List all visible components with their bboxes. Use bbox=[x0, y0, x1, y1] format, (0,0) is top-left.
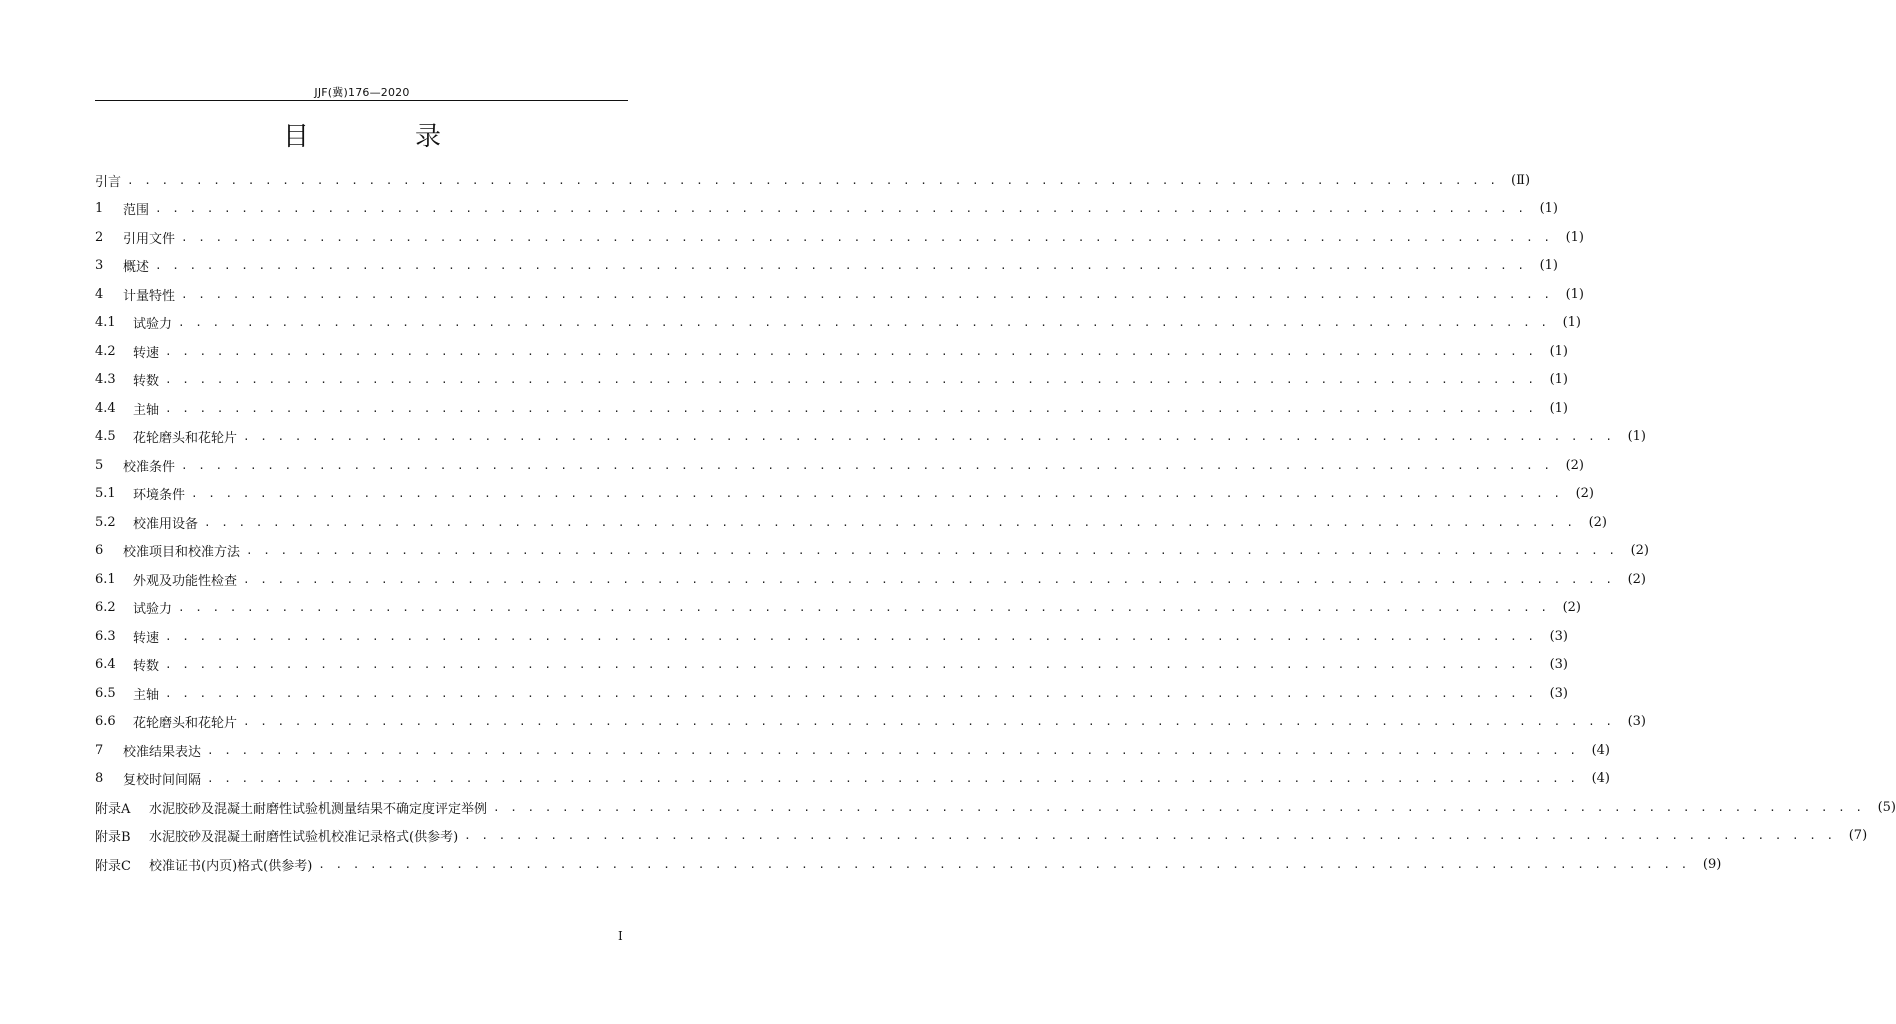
toc-entry-page: (4) bbox=[1591, 742, 1611, 758]
toc-leader-dots: . . . . . . . . . . . . . . . . . . . . . . . . . . . . . . . . . . . . . . . . . . . . . . . . . . . . . . . . . . . . . . . . . . . . . . . . . . . . . . . . bbox=[181, 287, 1553, 301]
toc-entry-number: 5.2 bbox=[95, 514, 116, 530]
toc-entry[interactable] bbox=[95, 480, 1595, 509]
toc-leader-dots: . . . . . . . . . . . . . . . . . . . . . . . . . . . . . . . . . . . . . . . . . . . . . . . . . . . . . . . . . . . . . . . . . . . . . . . . . . . . . . . . bbox=[155, 259, 1527, 273]
toc-entry-number: 6.4 bbox=[95, 657, 116, 673]
toc-entry-number: 3 bbox=[95, 258, 104, 274]
toc-entry-title: 计量特性 bbox=[123, 288, 176, 304]
toc-entry-number: 7 bbox=[95, 742, 104, 758]
toc-entry-title: 概述 bbox=[123, 260, 150, 276]
toc-entry-title: 转数 bbox=[133, 374, 160, 390]
page-number: I bbox=[618, 929, 623, 943]
toc-entry-page: (5) bbox=[1877, 799, 1896, 815]
toc-entry[interactable] bbox=[95, 537, 1650, 566]
toc-list bbox=[95, 166, 1896, 879]
toc-entry-page: (2) bbox=[1588, 514, 1608, 530]
toc-entry[interactable] bbox=[95, 508, 1608, 537]
toc-entry-title: 试验力 bbox=[133, 602, 173, 618]
toc-entry-title: 引言 bbox=[95, 174, 122, 190]
toc-entry-number: 1 bbox=[95, 201, 104, 217]
toc-entry[interactable] bbox=[95, 252, 1559, 281]
toc-entry-title: 校准项目和校准方法 bbox=[123, 545, 241, 561]
toc-entry-title: 校准结果表达 bbox=[123, 744, 202, 760]
toc-entry-title: 花轮磨头和花轮片 bbox=[133, 431, 238, 447]
toc-entry-number: 附录A bbox=[95, 801, 131, 817]
toc-entry-number: 6.2 bbox=[95, 600, 116, 616]
toc-entry-title: 试验力 bbox=[133, 317, 173, 333]
toc-entry-page: (1) bbox=[1539, 258, 1559, 274]
toc-leader-dots: . . . . . . . . . . . . . . . . . . . . . . . . . . . . . . . . . . . . . . . . . . . . . . . . . . . . . . . . . . . . . . . . . . . . . . . . . . . . . . . . bbox=[464, 829, 1836, 843]
toc-title: 目 录 bbox=[282, 122, 481, 152]
toc-entry-number: 6 bbox=[95, 543, 104, 559]
toc-leader-dots: . . . . . . . . . . . . . . . . . . . . . . . . . . . . . . . . . . . . . . . . . . . . . . . . . . . . . . . . . . . . . . . . . . . . . . . . . . . . . . . . bbox=[127, 173, 1499, 187]
toc-entry[interactable] bbox=[95, 366, 1569, 395]
toc-entry[interactable] bbox=[95, 337, 1569, 366]
toc-entry-number: 6.3 bbox=[95, 628, 116, 644]
toc-entry[interactable] bbox=[95, 594, 1582, 623]
toc-entry-title: 花轮磨头和花轮片 bbox=[133, 716, 238, 732]
toc-entry-page: (2) bbox=[1565, 457, 1585, 473]
toc-entry-title: 转数 bbox=[133, 659, 160, 675]
toc-entry-title: 主轴 bbox=[133, 687, 160, 703]
toc-entry-number: 6.5 bbox=[95, 685, 116, 701]
toc-leader-dots: . . . . . . . . . . . . . . . . . . . . . . . . . . . . . . . . . . . . . . . . . . . . . . . . . . . . . . . . . . . . . . . . . . . . . . . . . . . . . . . . bbox=[243, 715, 1615, 729]
toc-entry[interactable] bbox=[95, 451, 1585, 480]
toc-entry-number: 4.1 bbox=[95, 315, 116, 331]
toc-entry-title: 校准用设备 bbox=[133, 516, 199, 532]
toc-entry-title: 校准证书(内页)格式(供参考) bbox=[149, 858, 313, 874]
toc-leader-dots: . . . . . . . . . . . . . . . . . . . . . . . . . . . . . . . . . . . . . . . . . . . . . . . . . . . . . . . . . . . . . . . . . . . . . . . . . . . . . . . . bbox=[178, 601, 1550, 615]
toc-entry-page: (1) bbox=[1562, 315, 1582, 331]
toc-entry-title: 转速 bbox=[133, 345, 160, 361]
toc-entry-page: (1) bbox=[1549, 400, 1569, 416]
toc-entry[interactable] bbox=[95, 850, 1722, 879]
toc-entry[interactable] bbox=[95, 166, 1531, 195]
toc-entry-number: 6.1 bbox=[95, 571, 116, 587]
toc-leader-dots: . . . . . . . . . . . . . . . . . . . . . . . . . . . . . . . . . . . . . . . . . . . . . . . . . . . . . . . . . . . . . . . . . . . . . . . . . . . . . . . . bbox=[178, 316, 1550, 330]
toc-leader-dots: . . . . . . . . . . . . . . . . . . . . . . . . . . . . . . . . . . . . . . . . . . . . . . . . . . . . . . . . . . . . . . . . . . . . . . . . . . . . . . . . bbox=[318, 857, 1690, 871]
toc-entry[interactable] bbox=[95, 223, 1585, 252]
toc-entry-page: (3) bbox=[1549, 628, 1569, 644]
toc-leader-dots: . . . . . . . . . . . . . . . . . . . . . . . . . . . . . . . . . . . . . . . . . . . . . . . . . . . . . . . . . . . . . . . . . . . . . . . . . . . . . . . . bbox=[181, 458, 1553, 472]
toc-leader-dots: . . . . . . . . . . . . . . . . . . . . . . . . . . . . . . . . . . . . . . . . . . . . . . . . . . . . . . . . . . . . . . . . . . . . . . . . . . . . . . . . bbox=[207, 743, 1579, 757]
toc-entry-title: 范围 bbox=[123, 203, 150, 219]
toc-entry[interactable] bbox=[95, 565, 1647, 594]
toc-entry-page: (3) bbox=[1549, 685, 1569, 701]
toc-leader-dots: . . . . . . . . . . . . . . . . . . . . . . . . . . . . . . . . . . . . . . . . . . . . . . . . . . . . . . . . . . . . . . . . . . . . . . . . . . . . . . . . bbox=[207, 772, 1579, 786]
toc-entry-number: 附录B bbox=[95, 830, 131, 846]
toc-entry-number: 4.2 bbox=[95, 343, 116, 359]
toc-entry-number: 8 bbox=[95, 771, 104, 787]
toc-leader-dots: . . . . . . . . . . . . . . . . . . . . . . . . . . . . . . . . . . . . . . . . . . . . . . . . . . . . . . . . . . . . . . . . . . . . . . . . . . . . . . . . bbox=[165, 344, 1537, 358]
toc-entry[interactable] bbox=[95, 765, 1611, 794]
toc-entry-title: 引用文件 bbox=[123, 231, 176, 247]
toc-leader-dots: . . . . . . . . . . . . . . . . . . . . . . . . . . . . . . . . . . . . . . . . . . . . . . . . . . . . . . . . . . . . . . . . . . . . . . . . . . . . . . . . bbox=[243, 430, 1615, 444]
toc-leader-dots: . . . . . . . . . . . . . . . . . . . . . . . . . . . . . . . . . . . . . . . . . . . . . . . . . . . . . . . . . . . . . . . . . . . . . . . . . . . . . . . . bbox=[181, 230, 1553, 244]
toc-entry-number: 5 bbox=[95, 457, 104, 473]
toc-leader-dots: . . . . . . . . . . . . . . . . . . . . . . . . . . . . . . . . . . . . . . . . . . . . . . . . . . . . . . . . . . . . . . . . . . . . . . . . . . . . . . . . bbox=[165, 401, 1537, 415]
toc-entry[interactable] bbox=[95, 622, 1569, 651]
toc-entry-page: (Ⅱ) bbox=[1511, 172, 1531, 188]
toc-entry-page: (3) bbox=[1627, 714, 1647, 730]
toc-entry[interactable] bbox=[95, 736, 1611, 765]
toc-entry-number: 4 bbox=[95, 286, 104, 302]
toc-entry-title: 水泥胶砂及混凝土耐磨性试验机测量结果不确定度评定举例 bbox=[149, 801, 488, 817]
toc-entry-number: 4.3 bbox=[95, 372, 116, 388]
toc-entry-title: 复校时间间隔 bbox=[123, 773, 202, 789]
toc-entry-number: 2 bbox=[95, 229, 104, 245]
toc-entry[interactable] bbox=[95, 394, 1569, 423]
toc-entry[interactable] bbox=[95, 822, 1868, 851]
toc-entry-title: 主轴 bbox=[133, 402, 160, 418]
toc-entry-page: (2) bbox=[1562, 600, 1582, 616]
toc-entry-page: (4) bbox=[1591, 771, 1611, 787]
toc-entry[interactable] bbox=[95, 708, 1647, 737]
toc-entry-number: 4.5 bbox=[95, 429, 116, 445]
toc-leader-dots: . . . . . . . . . . . . . . . . . . . . . . . . . . . . . . . . . . . . . . . . . . . . . . . . . . . . . . . . . . . . . . . . . . . . . . . . . . . . . . . . bbox=[243, 572, 1615, 586]
toc-entry-page: (1) bbox=[1539, 201, 1559, 217]
toc-entry-number: 5.1 bbox=[95, 486, 116, 502]
toc-leader-dots: . . . . . . . . . . . . . . . . . . . . . . . . . . . . . . . . . . . . . . . . . . . . . . . . . . . . . . . . . . . . . . . . . . . . . . . . . . . . . . . . bbox=[165, 658, 1537, 672]
toc-leader-dots: . . . . . . . . . . . . . . . . . . . . . . . . . . . . . . . . . . . . . . . . . . . . . . . . . . . . . . . . . . . . . . . . . . . . . . . . . . . . . . . . bbox=[191, 487, 1563, 501]
toc-leader-dots: . . . . . . . . . . . . . . . . . . . . . . . . . . . . . . . . . . . . . . . . . . . . . . . . . . . . . . . . . . . . . . . . . . . . . . . . . . . . . . . . bbox=[155, 202, 1527, 216]
toc-entry-title: 转速 bbox=[133, 630, 160, 646]
toc-entry-title: 水泥胶砂及混凝土耐磨性试验机校准记录格式(供参考) bbox=[149, 830, 459, 846]
toc-leader-dots: . . . . . . . . . . . . . . . . . . . . . . . . . . . . . . . . . . . . . . . . . . . . . . . . . . . . . . . . . . . . . . . . . . . . . . . . . . . . . . . . bbox=[246, 544, 1618, 558]
toc-entry-page: (7) bbox=[1848, 828, 1868, 844]
toc-entry-title: 外观及功能性检查 bbox=[133, 573, 238, 589]
toc-entry-page: (1) bbox=[1549, 372, 1569, 388]
toc-entry[interactable] bbox=[95, 280, 1585, 309]
toc-entry[interactable] bbox=[95, 651, 1569, 680]
header-rule bbox=[95, 100, 628, 101]
toc-entry[interactable] bbox=[95, 423, 1647, 452]
toc-entry-number: 6.6 bbox=[95, 714, 116, 730]
toc-leader-dots: . . . . . . . . . . . . . . . . . . . . . . . . . . . . . . . . . . . . . . . . . . . . . . . . . . . . . . . . . . . . . . . . . . . . . . . . . . . . . . . . bbox=[165, 629, 1537, 643]
toc-entry-page: (1) bbox=[1627, 429, 1647, 445]
toc-entry-number: 附录C bbox=[95, 858, 131, 874]
toc-entry-page: (9) bbox=[1702, 856, 1722, 872]
toc-entry-page: (2) bbox=[1575, 486, 1595, 502]
toc-entry-page: (2) bbox=[1627, 571, 1647, 587]
toc-leader-dots: . . . . . . . . . . . . . . . . . . . . . . . . . . . . . . . . . . . . . . . . . . . . . . . . . . . . . . . . . . . . . . . . . . . . . . . . . . . . . . . . bbox=[165, 686, 1537, 700]
document-code: JJF(冀)176—2020 bbox=[314, 86, 410, 99]
toc-leader-dots: . . . . . . . . . . . . . . . . . . . . . . . . . . . . . . . . . . . . . . . . . . . . . . . . . . . . . . . . . . . . . . . . . . . . . . . . . . . . . . . . bbox=[204, 515, 1576, 529]
toc-entry-title: 环境条件 bbox=[133, 488, 186, 504]
toc-entry[interactable] bbox=[95, 309, 1582, 338]
toc-leader-dots: . . . . . . . . . . . . . . . . . . . . . . . . . . . . . . . . . . . . . . . . . . . . . . . . . . . . . . . . . . . . . . . . . . . . . . . . . . . . . . . . bbox=[165, 373, 1537, 387]
toc-entry-title: 校准条件 bbox=[123, 459, 176, 475]
toc-entry-page: (1) bbox=[1565, 229, 1585, 245]
toc-entry-page: (3) bbox=[1549, 657, 1569, 673]
toc-leader-dots: . . . . . . . . . . . . . . . . . . . . . . . . . . . . . . . . . . . . . . . . . . . . . . . . . . . . . . . . . . . . . . . . . . . . . . . . . . . . . . . . bbox=[493, 800, 1865, 814]
toc-entry-page: (1) bbox=[1549, 343, 1569, 359]
toc-entry[interactable] bbox=[95, 793, 1896, 822]
toc-entry[interactable] bbox=[95, 679, 1569, 708]
toc-entry[interactable] bbox=[95, 195, 1559, 224]
toc-entry-page: (1) bbox=[1565, 286, 1585, 302]
toc-entry-page: (2) bbox=[1630, 543, 1650, 559]
toc-entry-number: 4.4 bbox=[95, 400, 116, 416]
